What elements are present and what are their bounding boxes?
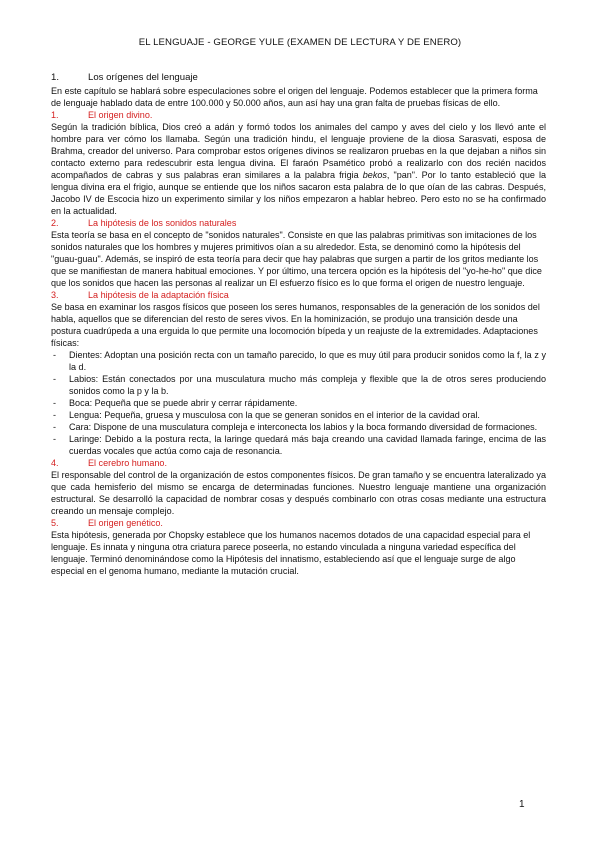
list-item	[51, 397, 546, 409]
bullet-dash: -	[53, 434, 57, 444]
paragraph-divine-origin	[51, 121, 546, 217]
subheading-number: 3.	[51, 290, 59, 300]
section-number: 1.	[51, 72, 60, 83]
list-item	[51, 433, 546, 457]
bullet-dash: -	[53, 374, 57, 384]
bullet-dash: -	[53, 398, 57, 408]
list-item	[51, 421, 546, 433]
subheading-5	[51, 517, 546, 529]
paragraph-human-brain: El responsable del control de la organización de estos componentes físicos. De gran tamaño y se encuentra lateralizado ya que cada hemisferio del mismo se encarga de determinadas funciones. Nuestro lenguaje mantiene una organización estructural. Se desarrolló la capacidad de nombrar cosas y después combinarlo con otras cosas mediante una estructura creando un mensaje complejo.	[51, 470, 546, 516]
document-body	[51, 71, 546, 577]
section-heading	[51, 71, 546, 84]
bullet-dash: -	[53, 410, 57, 420]
paragraph-natural-sounds: Esta teoría se basa en el concepto de "sonidos naturales". Consiste en que las palabras primitivas son imitaciones de los sonidos naturales que los hombres y mujeres primitivos oían a su alrededor. Esta, se denominó como la hipótesis del "guau-guau". Además, se inspiró de esta teoría para decir que hay palabras que surgen a partir de los gritos mediante los que se manifiestan de manera habitual emociones. Y por último, una tercera opción es la hipótesis del "yo-he-ho" que dice que los sonidos que hacen las personas al realizar un El esfuerzo físico es lo que forma el origen de nuestro lenguaje.	[51, 230, 542, 288]
subheading-1	[51, 109, 546, 121]
text-span: Según la tradición bíblica, Dios creó a adán y formó todos los animales del campo y aves del cielo y los llevó ante el hombre para ver cómo los llamaba. Según una tradición hindu, el lenguaje proviene de la diosa Sarasvati, esposa de Brahma, creador del universo. Para comprobar estos orígenes divinos se realizaron pruebas en la que dejaban a niños sin contacto externo para redescubrir esta lengua divina. El faraón Psamético probó a realizarlo con dos recién nacidos acompañados de cabras y sus palabras eran similares a la palabra frigia	[51, 122, 546, 180]
list-item-text: Cara: Dispone de una musculatura compleja e interconecta los labios y la boca formando diversidad de formaciones.	[69, 422, 538, 432]
italic-word: bekos	[362, 170, 387, 180]
list-item	[51, 409, 546, 421]
subheading-title: El cerebro humano.	[88, 458, 167, 468]
subheading-number: 4.	[51, 458, 59, 468]
page-number: 1	[519, 799, 525, 810]
adaptations-list	[51, 349, 546, 457]
list-item-text: Boca: Pequeña que se puede abrir y cerrar rápidamente.	[69, 398, 298, 408]
subheading-number: 5.	[51, 518, 59, 528]
intro-paragraph: En este capítulo se hablará sobre especulaciones sobre el origen del lenguaje. Podemos establecer que la primera forma de lenguaje hablado data de entre 100.000 y 50.000 años, aun así hay una gran falta de pruebas físicas de ello.	[51, 86, 538, 108]
list-item	[51, 349, 546, 373]
text-span: , "pan". Por lo tanto estableció que la lengua divina era el frigio, aunque se entiende que los niños sacaron esta palabra de lo que oían de las cabras. Después, Jacobo IV de Escocia hizo un experimento similar y los niños empezaron a hablar hebreo. Pero esto no se ha confirmado en la actualidad.	[51, 170, 546, 216]
subheading-2	[51, 217, 546, 229]
subheading-number: 1.	[51, 110, 59, 120]
subheading-4	[51, 457, 546, 469]
bullet-dash: -	[53, 422, 57, 432]
subheading-title: La hipótesis de la adaptación física	[88, 290, 229, 300]
list-item-text: Labios: Están conectados por una musculatura mucho más compleja y flexible que la de otros seres produciendo sonidos como la p y la b.	[69, 374, 546, 396]
document-title: EL LENGUAJE - GEORGE YULE (EXAMEN DE LECTURA Y DE ENERO)	[138, 37, 462, 48]
list-item-text: Laringe: Debido a la postura recta, la laringe quedará más baja creando una cavidad llamada faringe, encima de las cuerdas vocales que actúa como caja de resonancia.	[69, 434, 546, 456]
list-item	[51, 373, 546, 397]
section-title: Los orígenes del lenguaje	[88, 72, 198, 83]
subheading-number: 2.	[51, 218, 59, 228]
bullet-dash: -	[53, 350, 57, 360]
subheading-title: La hipótesis de los sonidos naturales	[88, 218, 237, 228]
subheading-title: El origen genético.	[88, 518, 163, 528]
paragraph-physical-adaptation: Se basa en examinar los rasgos físicos que poseen los seres humanos, responsables de la generación de los sonidos del habla, aquellos que se diferencian del resto de seres vivos. En la hominización, se produjo una transición desde una postura cuadrúpeda a una erguida lo que permite una locomoción bípeda y un reajuste de la extremidades. Adaptaciones físicas:	[51, 302, 540, 348]
subheading-3	[51, 289, 546, 301]
list-item-text: Dientes: Adoptan una posición recta con un tamaño parecido, lo que es muy útil para producir sonidos como la f, la z y la d.	[69, 350, 546, 372]
paragraph-genetic-origin: Esta hipótesis, generada por Chopsky establece que los humanos nacemos dotados de una capacidad especial para el lenguaje. Es innata y ninguna otra criatura parece poseerla, no estando vinculada a ninguna variedad específica del lenguaje. Terminó denominándose como la Hipótesis del innatismo, estableciendo así que el lenguaje surge de algo especial en el genoma humano, mediante la mutación crucial.	[51, 530, 531, 576]
subheading-title: El origen divino.	[88, 110, 153, 120]
list-item-text: Lengua: Pequeña, gruesa y musculosa con la que se generan sonidos en el interior de la cavidad oral.	[69, 410, 480, 420]
